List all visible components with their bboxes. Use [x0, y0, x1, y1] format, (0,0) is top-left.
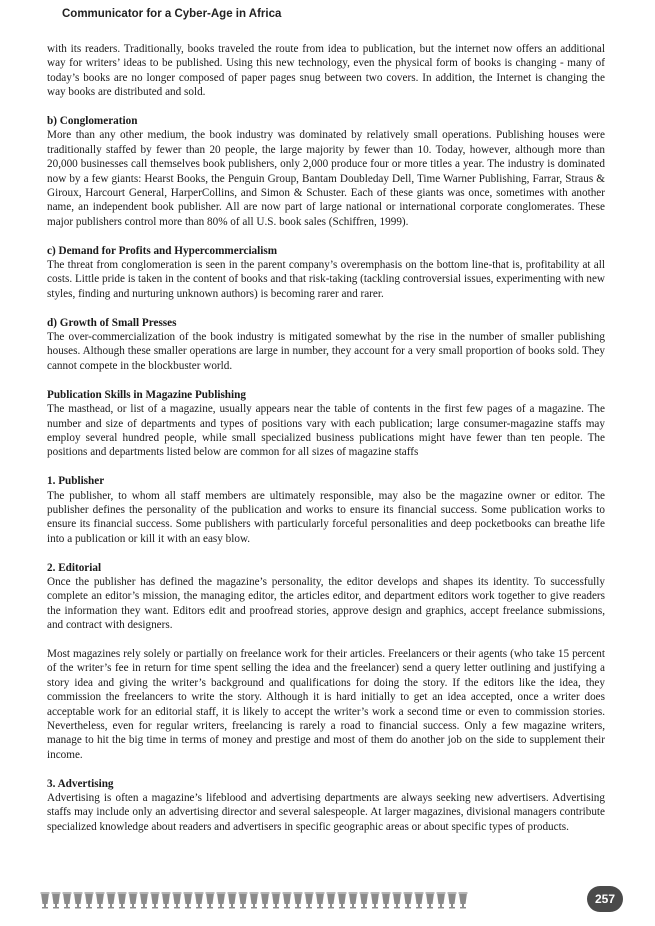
- section-heading: c) Demand for Profits and Hypercommercialism: [47, 244, 278, 257]
- section-small-presses: [47, 316, 605, 374]
- cup-icon: [403, 891, 413, 909]
- section-paragraph: The publisher, to whom all staff members are ultimately responsible, may also be the magazine owner or editor. The publisher defines the personality of the publication and works to ensure its financial success. Some publication works to ensure its financial success. Some publishers with particularly forceful personalities and deep pocketbooks can breathe life into a publication or kill it with an easy blow.: [47, 489, 605, 545]
- section-paragraph: The threat from conglomeration is seen in the parent company’s overemphasis on the bottom line-that is, profitability at all costs. Little pride is taken in the content of books and that risk-taking (tackling controversial issues, experimenting with new styles, finding and nurturing unknown authors) is becoming rarer and rarer.: [47, 259, 606, 300]
- section-heading: b) Conglomeration: [47, 115, 138, 128]
- cup-icon: [436, 891, 446, 909]
- cup-icon: [381, 891, 391, 909]
- cup-icon: [62, 891, 72, 909]
- cup-icon: [172, 891, 182, 909]
- cup-icon: [425, 891, 435, 909]
- cup-icon: [183, 891, 193, 909]
- section-heading: 1. Publisher: [47, 475, 105, 488]
- section-editorial: [47, 561, 605, 763]
- cup-icon: [150, 891, 160, 909]
- cup-icon: [106, 891, 116, 909]
- cup-icon: [337, 891, 347, 909]
- cup-icon: [40, 891, 50, 909]
- section-magazine-skills: [47, 388, 605, 460]
- section-paragraph: Advertising is often a magazine’s lifeblood and advertising departments are always seeking new advertisers. Advertising staffs may include only an advertising director and several salespeople. At larger magazines, divisional managers contribute specialized knowledge about readers and advertisers in specific geographic areas or about specific types of products.: [47, 792, 605, 833]
- cup-icon: [194, 891, 204, 909]
- cup-icon: [117, 891, 127, 909]
- cup-icon: [73, 891, 83, 909]
- running-title: Communicator for a Cyber-Age in Africa: [62, 8, 282, 20]
- intro-paragraph: with its readers. Traditionally, books traveled the route from idea to publication, but the internet now offers an additional way for writers’ ideas to be published. Using this new technology, even the physical form of books is changing - many of today’s books are no longer composed of paper pages snug between two covers. In addition, the Internet is changing the way books are distributed and sold.: [47, 43, 605, 99]
- cup-icon: [348, 891, 358, 909]
- section-advertising: [47, 777, 605, 835]
- cup-icon: [139, 891, 149, 909]
- section-conglomeration: [47, 114, 605, 229]
- section-publisher: [47, 474, 605, 546]
- cup-icon: [128, 891, 138, 909]
- cup-icon: [249, 891, 259, 909]
- section-paragraph: More than any other medium, the book industry was dominated by relatively small operations. Publishing houses were traditionally staffed by fewer than 20 people, the large majority by fewer than 10. Today, however, although more than 20,000 businesses call themselves book publishers, only 2,000 produce four or more titles a year. The industry is dominated now by a few giants: Hearst Books, the Penguin Group, Bantam Doubleday Dell, Time Warner Publishing, Farrar, Straus & Giroux, Harcourt General, HarperCollins, and Simon & Schuster. Each of these giants was once, sometimes with another name, an independent book publisher. All are now part of large national or international corporate conglomerates. These major publishers control more than 80% of all U.S. book sales (Schiffren, 1999).: [47, 129, 605, 228]
- cup-icon: [458, 891, 468, 909]
- section-heading: 2. Editorial: [47, 561, 102, 574]
- cup-icon: [304, 891, 314, 909]
- section-paragraph: The masthead, or list of a magazine, usually appears near the table of contents in the first few pages of a magazine. The number and size of departments and types of positions vary with each publication; large consumer-magazine staffs may employ several hundred people, while small specialized business publications might have fewer than ten people. The positions and departments listed below are common for all sizes of magazine staffs: [47, 403, 605, 459]
- cup-icon: [271, 891, 281, 909]
- section-paragraph: Once the publisher has defined the magazine’s personality, the editor develops and shapes its identity. To successfully complete an editor’s mission, the managing editor, the articles editor, and department editors work together to give readers the information they want. Editors edit and proofread stories, approve design and graphics, accept freelance submissions, and contract with designers.: [47, 575, 605, 632]
- page-number-badge: 257: [587, 886, 623, 912]
- section-heading: Publication Skills in Magazine Publishing: [47, 388, 246, 401]
- body-text: [47, 42, 605, 849]
- cup-icon: [84, 891, 94, 909]
- cup-icon: [414, 891, 424, 909]
- cup-icon: [205, 891, 215, 909]
- cup-icon: [227, 891, 237, 909]
- cup-icon: [326, 891, 336, 909]
- cup-icon: [293, 891, 303, 909]
- section-paragraph: Most magazines rely solely or partially on freelance work for their articles. Freelancers or their agents (who take 15 percent of the writer’s fee in return for time spent selling the idea and the freelancer) send a query letter outlining and justifying a story idea and giving the writer’s background and qualifications for doing the story. If the editors like the idea, they commission the freelancers to write the story. Although it is hard initially to get an idea accepted, once a writer does acceptable work for an editorial staff, it is likely to accept the writer’s work a second time or even to commission stories. Nevertheless, even for regular writers, freelancing is rarely a road to financial success. Only a few magazine writers, manage to hit the big time in terms of money and prestige and most of them do another job on the side to supplement their income.: [47, 647, 605, 761]
- cup-icon: [161, 891, 171, 909]
- cup-icon: [260, 891, 270, 909]
- cup-icon: [216, 891, 226, 909]
- cup-icon: [359, 891, 369, 909]
- cup-icon: [392, 891, 402, 909]
- cup-icon: [315, 891, 325, 909]
- cup-icon: [282, 891, 292, 909]
- cup-icon: [238, 891, 248, 909]
- section-heading: 3. Advertising: [47, 777, 114, 790]
- section-heading: d) Growth of Small Presses: [47, 316, 177, 329]
- cup-icon: [51, 891, 61, 909]
- cup-icon: [370, 891, 380, 909]
- cup-icon: [95, 891, 105, 909]
- section-paragraph: The over-commercialization of the book industry is mitigated somewhat by the rise in the number of smaller publishing houses. Although these smaller operations are large in number, they account for a very small proportion of books sold. They cannot compete in the blockbuster world.: [47, 331, 605, 372]
- section-profits: [47, 244, 605, 302]
- cup-icon: [447, 891, 457, 909]
- footer-ornament-strip: [40, 885, 600, 915]
